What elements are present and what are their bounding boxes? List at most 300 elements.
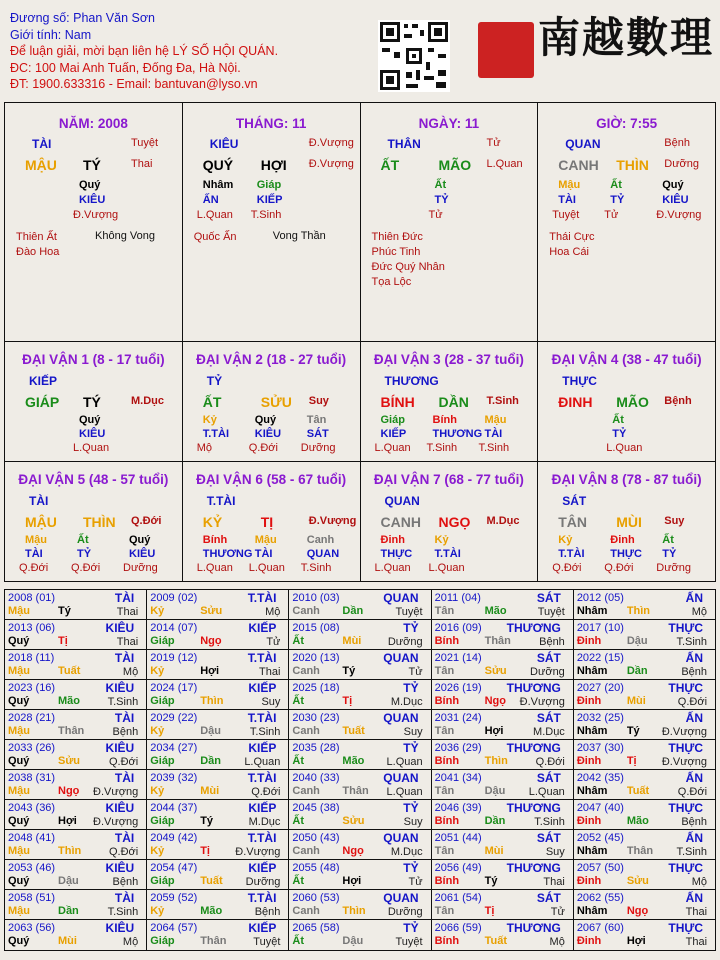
year-branch: Dần [58, 905, 79, 917]
year-stem: Kỷ [150, 665, 165, 677]
pillar-cell [183, 103, 361, 341]
ten-god-label: THƯƠNG [506, 801, 561, 815]
gender-value: Nam [64, 27, 92, 42]
logo-title: 南越數理 [538, 13, 715, 62]
stars-list [372, 230, 445, 290]
ten-god-label: ẤN [685, 891, 704, 905]
ten-god-label: THƯƠNG [506, 681, 561, 695]
year-label: 2014 (07) [150, 622, 198, 634]
ten-god-label: KIÊU [105, 741, 135, 755]
hidden-phase: L.Quan [374, 562, 411, 574]
hidden-ten-god: TỶ [612, 428, 627, 440]
year-phase: Dưỡng [530, 666, 565, 678]
year-cell [432, 650, 574, 679]
year-phase: T.Sinh [534, 816, 565, 828]
year-label: 2037 (30) [576, 742, 624, 754]
year-label: 2050 (43) [292, 832, 340, 844]
year-cell [574, 740, 715, 769]
year-phase: Suy [545, 846, 565, 858]
hidden-stem: Kỷ [558, 534, 573, 546]
dai-van-title: ĐẠI VẬN 4 (38 - 47 tuổi) [551, 352, 702, 367]
year-row [5, 590, 715, 620]
year-stem: Tân [434, 605, 455, 617]
year-cell [147, 920, 289, 950]
year-phase: Mộ [691, 606, 708, 618]
year-phase: T.Sinh [249, 726, 281, 738]
year-branch: Ngọ [484, 695, 506, 707]
hidden-stem: Kỷ [434, 534, 449, 546]
year-phase: T.Sinh [107, 906, 139, 918]
ten-god-label: THƯƠNG [506, 921, 561, 935]
year-label: 2025 (18) [292, 682, 340, 694]
hidden-ten-god: KIẾP [256, 194, 283, 206]
star-item: Hoa Cái [549, 246, 589, 258]
year-label: 2024 (17) [150, 682, 198, 694]
year-phase: Tuyệt [537, 606, 565, 618]
year-label: 2020 (13) [292, 652, 340, 664]
year-label: 2064 (57) [150, 922, 198, 934]
hidden-ten-god: QUAN [306, 548, 340, 560]
year-stem: Ất [292, 635, 305, 647]
star-item: Đức Quý Nhân [371, 261, 445, 273]
earthly-branch: TÝ [83, 157, 101, 173]
hidden-phase: L.Quan [196, 209, 233, 221]
earthly-branch: HỢI [260, 157, 287, 173]
year-phase: L.Quan [386, 756, 423, 768]
year-branch: Tý [484, 875, 498, 887]
earthly-branch: MÃO [438, 157, 472, 173]
year-cell [574, 890, 715, 919]
heavenly-stem: GIÁP [25, 394, 60, 410]
branch-phase: Bệnh [664, 395, 692, 407]
year-cell [5, 590, 147, 619]
star-item: Tọa Lộc [371, 276, 412, 288]
pillar-cell [361, 103, 539, 341]
ten-god-label: TỶ [206, 374, 223, 388]
year-stem: Giáp [150, 755, 175, 767]
hidden-ten-god: KIÊU [662, 194, 689, 206]
year-stem: Ất [292, 695, 305, 707]
year-phase: Thai [259, 666, 281, 678]
year-branch: Thìn [626, 605, 651, 617]
year-label: 2027 (20) [576, 682, 624, 694]
heavenly-stem: CANH [558, 157, 599, 173]
year-phase: Đ.Vượng [661, 756, 708, 768]
ten-god-label: T.TÀI [247, 771, 277, 785]
dai-van-title: ĐẠI VẬN 7 (68 - 77 tuổi) [373, 472, 524, 487]
ten-god-label: ẤN [685, 591, 704, 605]
year-stem: Bính [434, 935, 460, 947]
year-branch: Mão [484, 605, 507, 617]
pillar-title: NGÀY: 11 [418, 116, 480, 131]
chart-grid [4, 102, 716, 582]
heavenly-stem: ĐINH [558, 394, 593, 410]
year-phase: Bệnh [112, 876, 139, 888]
ten-god-label: TỶ [403, 681, 419, 695]
year-cell [5, 830, 147, 859]
year-branch: Mùi [200, 785, 220, 797]
ten-god-label: KIÊU [105, 861, 135, 875]
year-phase: Q.Đới [108, 756, 139, 768]
year-cell [147, 590, 289, 619]
hidden-stem: Đinh [380, 534, 405, 546]
year-stem: Quý [8, 815, 30, 827]
earthly-branch: TÝ [83, 394, 101, 410]
hidden-phase: Đ.Vượng [656, 209, 702, 221]
ten-god-label: ẤN [685, 651, 704, 665]
stars-list [194, 230, 237, 245]
year-phase: Thai [685, 936, 708, 948]
year-branch: Thân [484, 635, 511, 647]
year-branch: Thìn [484, 755, 508, 767]
year-phase: Đ.Vượng [519, 696, 565, 708]
qr-code-icon[interactable] [378, 20, 450, 92]
year-stem: Bính [434, 875, 460, 887]
year-label: 2046 (39) [434, 802, 482, 814]
branch-phase: M.Dục [486, 515, 520, 527]
year-phase: M.Dục [390, 846, 423, 858]
ten-god-label: SÁT [536, 651, 561, 665]
year-label: 2056 (49) [434, 862, 482, 874]
year-cell [574, 650, 715, 679]
dai-van-cell [538, 462, 715, 581]
year-stem: Kỷ [150, 785, 165, 797]
year-phase: Thai [116, 636, 139, 648]
year-stem: Nhâm [576, 665, 608, 677]
ten-god-label: KIẾP [248, 681, 277, 695]
year-label: 2026 (19) [434, 682, 482, 694]
dai-van-title: ĐẠI VẬN 1 (8 - 17 tuổi) [22, 352, 165, 367]
hidden-ten-god: TÀI [254, 548, 273, 560]
year-stem: Quý [8, 875, 30, 887]
hidden-ten-god: TÀI [484, 428, 503, 440]
ten-god-label: TÀI [114, 891, 135, 905]
year-label: 2048 (41) [8, 832, 56, 844]
hidden-stem: Giáp [256, 179, 282, 191]
hidden-phase: Q.Đới [71, 562, 101, 574]
year-phase: Đ.Vượng [661, 726, 708, 738]
year-stem: Quý [8, 695, 30, 707]
year-branch: Mùi [342, 635, 362, 647]
year-branch: Tý [626, 725, 640, 737]
year-label: 2010 (03) [292, 592, 340, 604]
year-branch: Tị [342, 695, 353, 707]
year-stem: Mậu [8, 845, 30, 857]
year-stem: Quý [8, 635, 30, 647]
year-phase: Tử [408, 666, 423, 678]
ten-god-label: TỶ [403, 921, 419, 935]
ten-god-label: THƯƠNG [506, 621, 561, 635]
year-label: 2022 (15) [576, 652, 624, 664]
year-cell [147, 620, 289, 649]
year-label: 2017 (10) [576, 622, 624, 634]
hidden-phase: Q.Đới [552, 562, 582, 574]
year-stem: Kỷ [150, 605, 165, 617]
ten-god-label: TỶ [403, 741, 419, 755]
year-branch: Dần [200, 755, 221, 767]
star-item: Đào Hoa [16, 246, 60, 258]
year-phase: M.Dục [533, 726, 565, 738]
ten-god-label: TÀI [32, 137, 52, 151]
ten-god-label: TÀI [114, 591, 135, 605]
stars-list [549, 230, 594, 260]
year-phase: Bệnh [254, 906, 281, 918]
hidden-phase: Mộ [196, 442, 213, 454]
year-branch: Sửu [200, 605, 223, 617]
year-label: 2062 (55) [576, 892, 624, 904]
heavenly-stem: BÍNH [380, 394, 415, 410]
hidden-stem: Ất [662, 534, 674, 546]
hidden-ten-god: TỶ [662, 548, 677, 560]
year-phase: M.Dục [390, 696, 423, 708]
year-phase: Bệnh [681, 816, 708, 828]
year-cell [147, 770, 289, 799]
year-stem: Ất [292, 935, 305, 947]
hidden-ten-god: TỶ [77, 548, 92, 560]
year-label: 2055 (48) [292, 862, 340, 874]
year-branch: Tuất [484, 935, 508, 947]
branch-phase: Suy [664, 515, 685, 527]
year-cell [5, 710, 147, 739]
year-cell [289, 860, 431, 889]
dai-van-cell [538, 342, 715, 461]
hidden-stem: Mậu [254, 534, 277, 546]
year-stem: Tân [434, 845, 455, 857]
ten-god-label: KIẾP [29, 374, 58, 388]
ten-god-label: THƯƠNG [506, 861, 561, 875]
year-phase: Mộ [265, 606, 281, 618]
ten-god-label: THÂN [387, 137, 421, 151]
hidden-ten-god: SÁT [306, 428, 329, 440]
year-cell [432, 680, 574, 709]
year-cell [147, 710, 289, 739]
year-branch: Dần [484, 815, 506, 827]
year-phase: Tử [408, 876, 423, 888]
dai-van-title: ĐẠI VẬN 5 (48 - 57 tuổi) [18, 472, 169, 487]
ten-god-label: THƯƠNG [506, 741, 561, 755]
year-branch: Sửu [342, 815, 365, 827]
year-row [5, 830, 715, 860]
hidden-stem: Mậu [558, 179, 581, 191]
year-branch: Thìn [200, 695, 224, 707]
year-cell [574, 770, 715, 799]
year-cell [574, 590, 715, 619]
year-row [5, 920, 715, 950]
year-label: 2011 (04) [434, 592, 481, 604]
year-cell [147, 740, 289, 769]
year-stem: Giáp [150, 935, 175, 947]
hidden-phase: T.Sinh [478, 442, 510, 454]
year-branch: Tị [58, 635, 68, 647]
ten-god-label: T.TÀI [247, 831, 277, 845]
year-branch: Tuất [58, 665, 81, 677]
ten-god-label: SÁT [536, 711, 561, 725]
year-cell [432, 740, 574, 769]
year-label: 2042 (35) [576, 772, 624, 784]
pillar-title: GIỜ: 7:55 [596, 116, 658, 131]
year-phase: Mộ [691, 876, 708, 888]
year-stem: Canh [292, 725, 320, 737]
hidden-stem: Ất [610, 179, 622, 191]
hidden-stem: Bính [432, 414, 457, 426]
earthly-branch: DẦN [438, 394, 469, 410]
phase-label: Bệnh [664, 137, 690, 149]
year-branch: Hợi [58, 815, 77, 827]
ten-god-label: T.TÀI [247, 891, 277, 905]
year-row [5, 620, 715, 650]
hidden-phase: L.Quan [196, 562, 233, 574]
year-cell [432, 860, 574, 889]
year-stem: Đinh [576, 755, 602, 767]
year-phase: T.Sinh [107, 696, 139, 708]
year-stem: Đinh [576, 815, 602, 827]
ten-god-label: TÀI [114, 771, 135, 785]
ten-god-label: ẤN [685, 711, 704, 725]
year-row [5, 800, 715, 830]
year-label: 2051 (44) [434, 832, 482, 844]
year-cell [5, 740, 147, 769]
ten-god-label: KIẾP [248, 741, 277, 755]
heavenly-stem: MẬU [25, 514, 57, 530]
year-label: 2016 (09) [434, 622, 482, 634]
year-stem: Bính [434, 695, 460, 707]
year-label: 2049 (42) [150, 832, 198, 844]
dai-van-cell [5, 342, 183, 461]
branch-phase: Q.Đới [131, 515, 162, 527]
year-row [5, 710, 715, 740]
year-label: 2031 (24) [434, 712, 482, 724]
hidden-stem: Ất [434, 179, 447, 191]
year-branch: Tý [200, 815, 214, 827]
year-phase: Thai [685, 906, 708, 918]
year-row [5, 650, 715, 680]
year-label: 2045 (38) [292, 802, 340, 814]
ten-god-label: SÁT [536, 591, 561, 605]
star-item: Thiên Đức [371, 231, 423, 243]
ten-god-label: TÀI [29, 494, 49, 508]
year-stem: Ất [292, 755, 305, 767]
hidden-stem: Quý [254, 414, 277, 426]
year-branch: Thân [342, 785, 369, 797]
hidden-phase: L.Quan [73, 442, 110, 454]
branch-phase: L.Quan [486, 158, 523, 170]
year-phase: Dưỡng [245, 876, 281, 888]
hidden-phase: Đ.Vượng [73, 209, 119, 221]
year-stem: Giáp [150, 875, 175, 887]
ten-god-label: KIÊU [105, 921, 135, 935]
ten-god-label: THỰC [668, 861, 704, 875]
ten-god-label: KIẾP [248, 861, 277, 875]
year-branch: Tuất [342, 725, 365, 737]
year-branch: Tý [58, 605, 71, 617]
year-stem: Canh [292, 605, 320, 617]
year-cell [289, 800, 431, 829]
hidden-phase: Q.Đới [19, 562, 49, 574]
year-cell [574, 710, 715, 739]
year-phase: Tuyệt [395, 606, 423, 618]
earthly-branch: MÃO [616, 394, 649, 410]
dai-van-title: ĐẠI VẬN 8 (78 - 87 tuổi) [551, 472, 702, 487]
dai-van-title: ĐẠI VẬN 3 (28 - 37 tuổi) [373, 352, 524, 367]
year-phase: Suy [261, 696, 281, 708]
year-branch: Dậu [200, 725, 221, 737]
hidden-stem: Tân [306, 414, 327, 426]
year-branch: Hợi [342, 875, 362, 887]
year-branch: Sửu [58, 755, 81, 767]
branch-phase: Đ.Vượng [308, 158, 354, 170]
year-phase: M.Dục [248, 816, 281, 828]
year-stem: Mậu [8, 785, 30, 797]
year-cell [289, 680, 431, 709]
year-label: 2019 (12) [150, 652, 198, 664]
year-label: 2054 (47) [150, 862, 198, 874]
dai-van-cell [183, 342, 361, 461]
year-branch: Dậu [484, 785, 506, 797]
star-item: Vong Thần [272, 230, 326, 242]
year-stem: Nhâm [576, 845, 608, 857]
year-phase: Bệnh [681, 666, 708, 678]
hidden-phase: T.Sinh [300, 562, 332, 574]
branch-phase: Dưỡng [664, 158, 700, 170]
ten-god-label: SÁT [536, 831, 561, 845]
dai-van-cell [183, 462, 361, 581]
ten-god-label: T.TÀI [247, 651, 277, 665]
star-item: Quốc Ấn [193, 231, 237, 243]
ten-god-label: KIẾP [248, 921, 277, 935]
year-branch: Tuất [626, 785, 650, 797]
year-cell [289, 710, 431, 739]
ten-god-label: THỰC [668, 621, 704, 635]
hidden-stem: Mậu [25, 534, 47, 546]
year-stem: Nhâm [576, 905, 608, 917]
year-branch: Dậu [342, 935, 364, 947]
year-stem: Nhâm [576, 725, 608, 737]
year-branch: Thìn [58, 845, 82, 857]
year-branch: Dậu [58, 875, 79, 887]
hidden-stem: Quý [79, 179, 101, 191]
heavenly-stem: QUÝ [202, 157, 234, 173]
ten-god-label: T.TÀI [206, 494, 236, 508]
year-stem: Tân [434, 725, 455, 737]
ten-god-label: KIÊU [105, 681, 135, 695]
year-label: 2038 (31) [8, 772, 56, 784]
year-row [5, 680, 715, 710]
year-cell [574, 860, 715, 889]
year-label: 2013 (06) [8, 622, 56, 634]
hidden-phase: Dưỡng [123, 562, 158, 574]
hidden-phase: Q.Đới [248, 442, 278, 454]
earthly-branch: THÌN [616, 157, 649, 173]
hidden-phase: L.Quan [248, 562, 285, 574]
year-phase: Mộ [122, 936, 139, 948]
year-branch: Dần [342, 605, 364, 617]
year-phase: Mộ [122, 666, 139, 678]
ten-god-label: QUAN [383, 831, 419, 845]
earthly-branch: MÙI [616, 514, 642, 530]
hidden-phase: L.Quan [428, 562, 465, 574]
year-branch: Tị [484, 905, 495, 917]
year-phase: L.Quan [528, 786, 565, 798]
year-label: 2043 (36) [8, 802, 56, 814]
year-label: 2041 (34) [434, 772, 482, 784]
ten-god-label: KIẾP [248, 621, 277, 635]
year-cell [5, 620, 147, 649]
year-cell [432, 620, 574, 649]
hidden-stem: Canh [306, 534, 335, 546]
year-stem: Mậu [8, 725, 30, 737]
year-phase: Tuyệt [253, 936, 281, 948]
year-stem: Kỷ [150, 905, 165, 917]
